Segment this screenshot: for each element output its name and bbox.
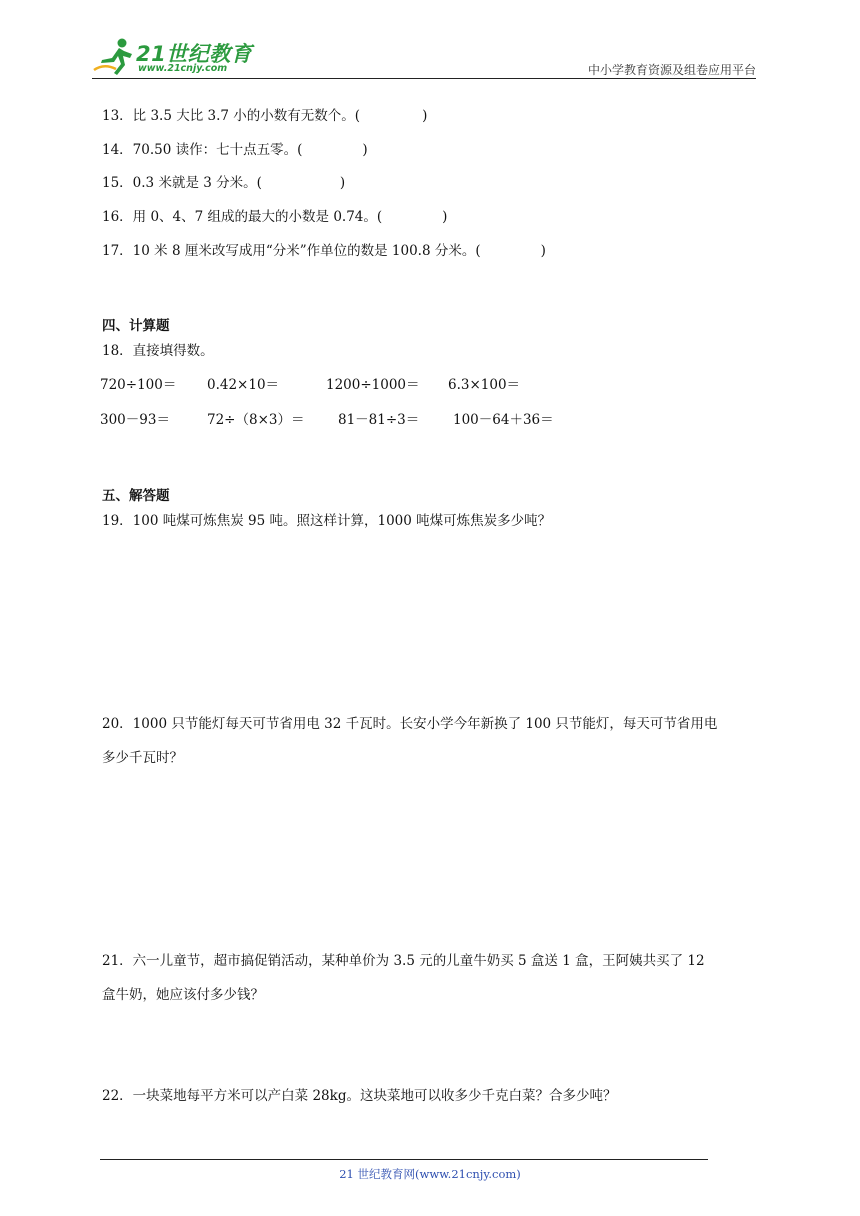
calc-item: 300－93＝ (100, 412, 170, 428)
question-14 (102, 140, 368, 160)
question-text: 14．70.50 读作：七十点五零。( (102, 142, 303, 158)
calc-item: 720÷100＝ (100, 377, 177, 393)
header-divider (92, 78, 756, 79)
footer-site-text: 21 世纪教育网(www.21cnjy.com) (339, 1167, 521, 1181)
question-21-line1: 21．六一儿童节，超市搞促销活动，某种单价为 3.5 元的儿童牛奶买 5 盒送 1 盒，王阿姨共买了 12 (102, 953, 705, 969)
section-heading-answers: 五、解答题 (102, 488, 170, 504)
question-16 (102, 207, 447, 227)
calc-item: 1200÷1000＝ (326, 377, 420, 393)
bracket-close: ) (540, 243, 546, 259)
bracket-close: ) (339, 175, 346, 191)
logo (92, 36, 262, 78)
calc-item: 81－81÷3＝ (338, 412, 420, 428)
question-text: 17．10 米 8 厘米改写成用“分米”作单位的数是 100.8 分米。( (102, 243, 481, 259)
question-18: 18．直接填得数。 (102, 343, 214, 359)
question-19: 19．100 吨煤可炼焦炭 95 吨。照这样计算，1000 吨煤可炼焦炭多少吨？ (102, 513, 552, 529)
question-22: 22．一块菜地每平方米可以产白菜 28kg。这块菜地可以收多少千克白菜？合多少吨？ (102, 1088, 617, 1104)
question-text: 13．比 3.5 大比 3.7 小的小数有无数个。( (102, 108, 361, 124)
section-heading-calculation: 四、计算题 (102, 318, 170, 334)
calc-item: 100－64＋36＝ (453, 412, 554, 428)
question-20-line1: 20．1000 只节能灯每天可节省用电 32 千瓦时。长安小学今年新换了 100 只节能灯，每天可节省用电 (102, 716, 718, 732)
question-15 (102, 173, 345, 193)
question-21-line2: 盒牛奶，她应该付多少钱？ (102, 987, 264, 1003)
calc-item: 72÷（8×3）＝ (207, 412, 305, 428)
question-17 (102, 241, 546, 261)
header-platform-text: 中小学教育资源及组卷应用平台 (587, 63, 756, 77)
runner-logo-icon (92, 36, 138, 78)
bracket-close: ) (442, 209, 448, 225)
calc-item: 6.3×100＝ (448, 377, 521, 393)
bracket-close: ) (362, 142, 368, 158)
logo-url: www.21cnjy.com (138, 63, 228, 74)
question-13 (102, 106, 427, 126)
question-text: 15．0.3 米就是 3 分米。( (102, 175, 262, 191)
footer-divider (100, 1159, 708, 1160)
question-text: 16．用 0、4、7 组成的最大的小数是 0.74。( (102, 209, 383, 225)
bracket-close: ) (422, 108, 428, 124)
logo-title: 21世纪教育 (136, 42, 253, 66)
question-20-line2: 多少千瓦时？ (102, 750, 183, 766)
calc-item: 0.42×10＝ (207, 377, 280, 393)
